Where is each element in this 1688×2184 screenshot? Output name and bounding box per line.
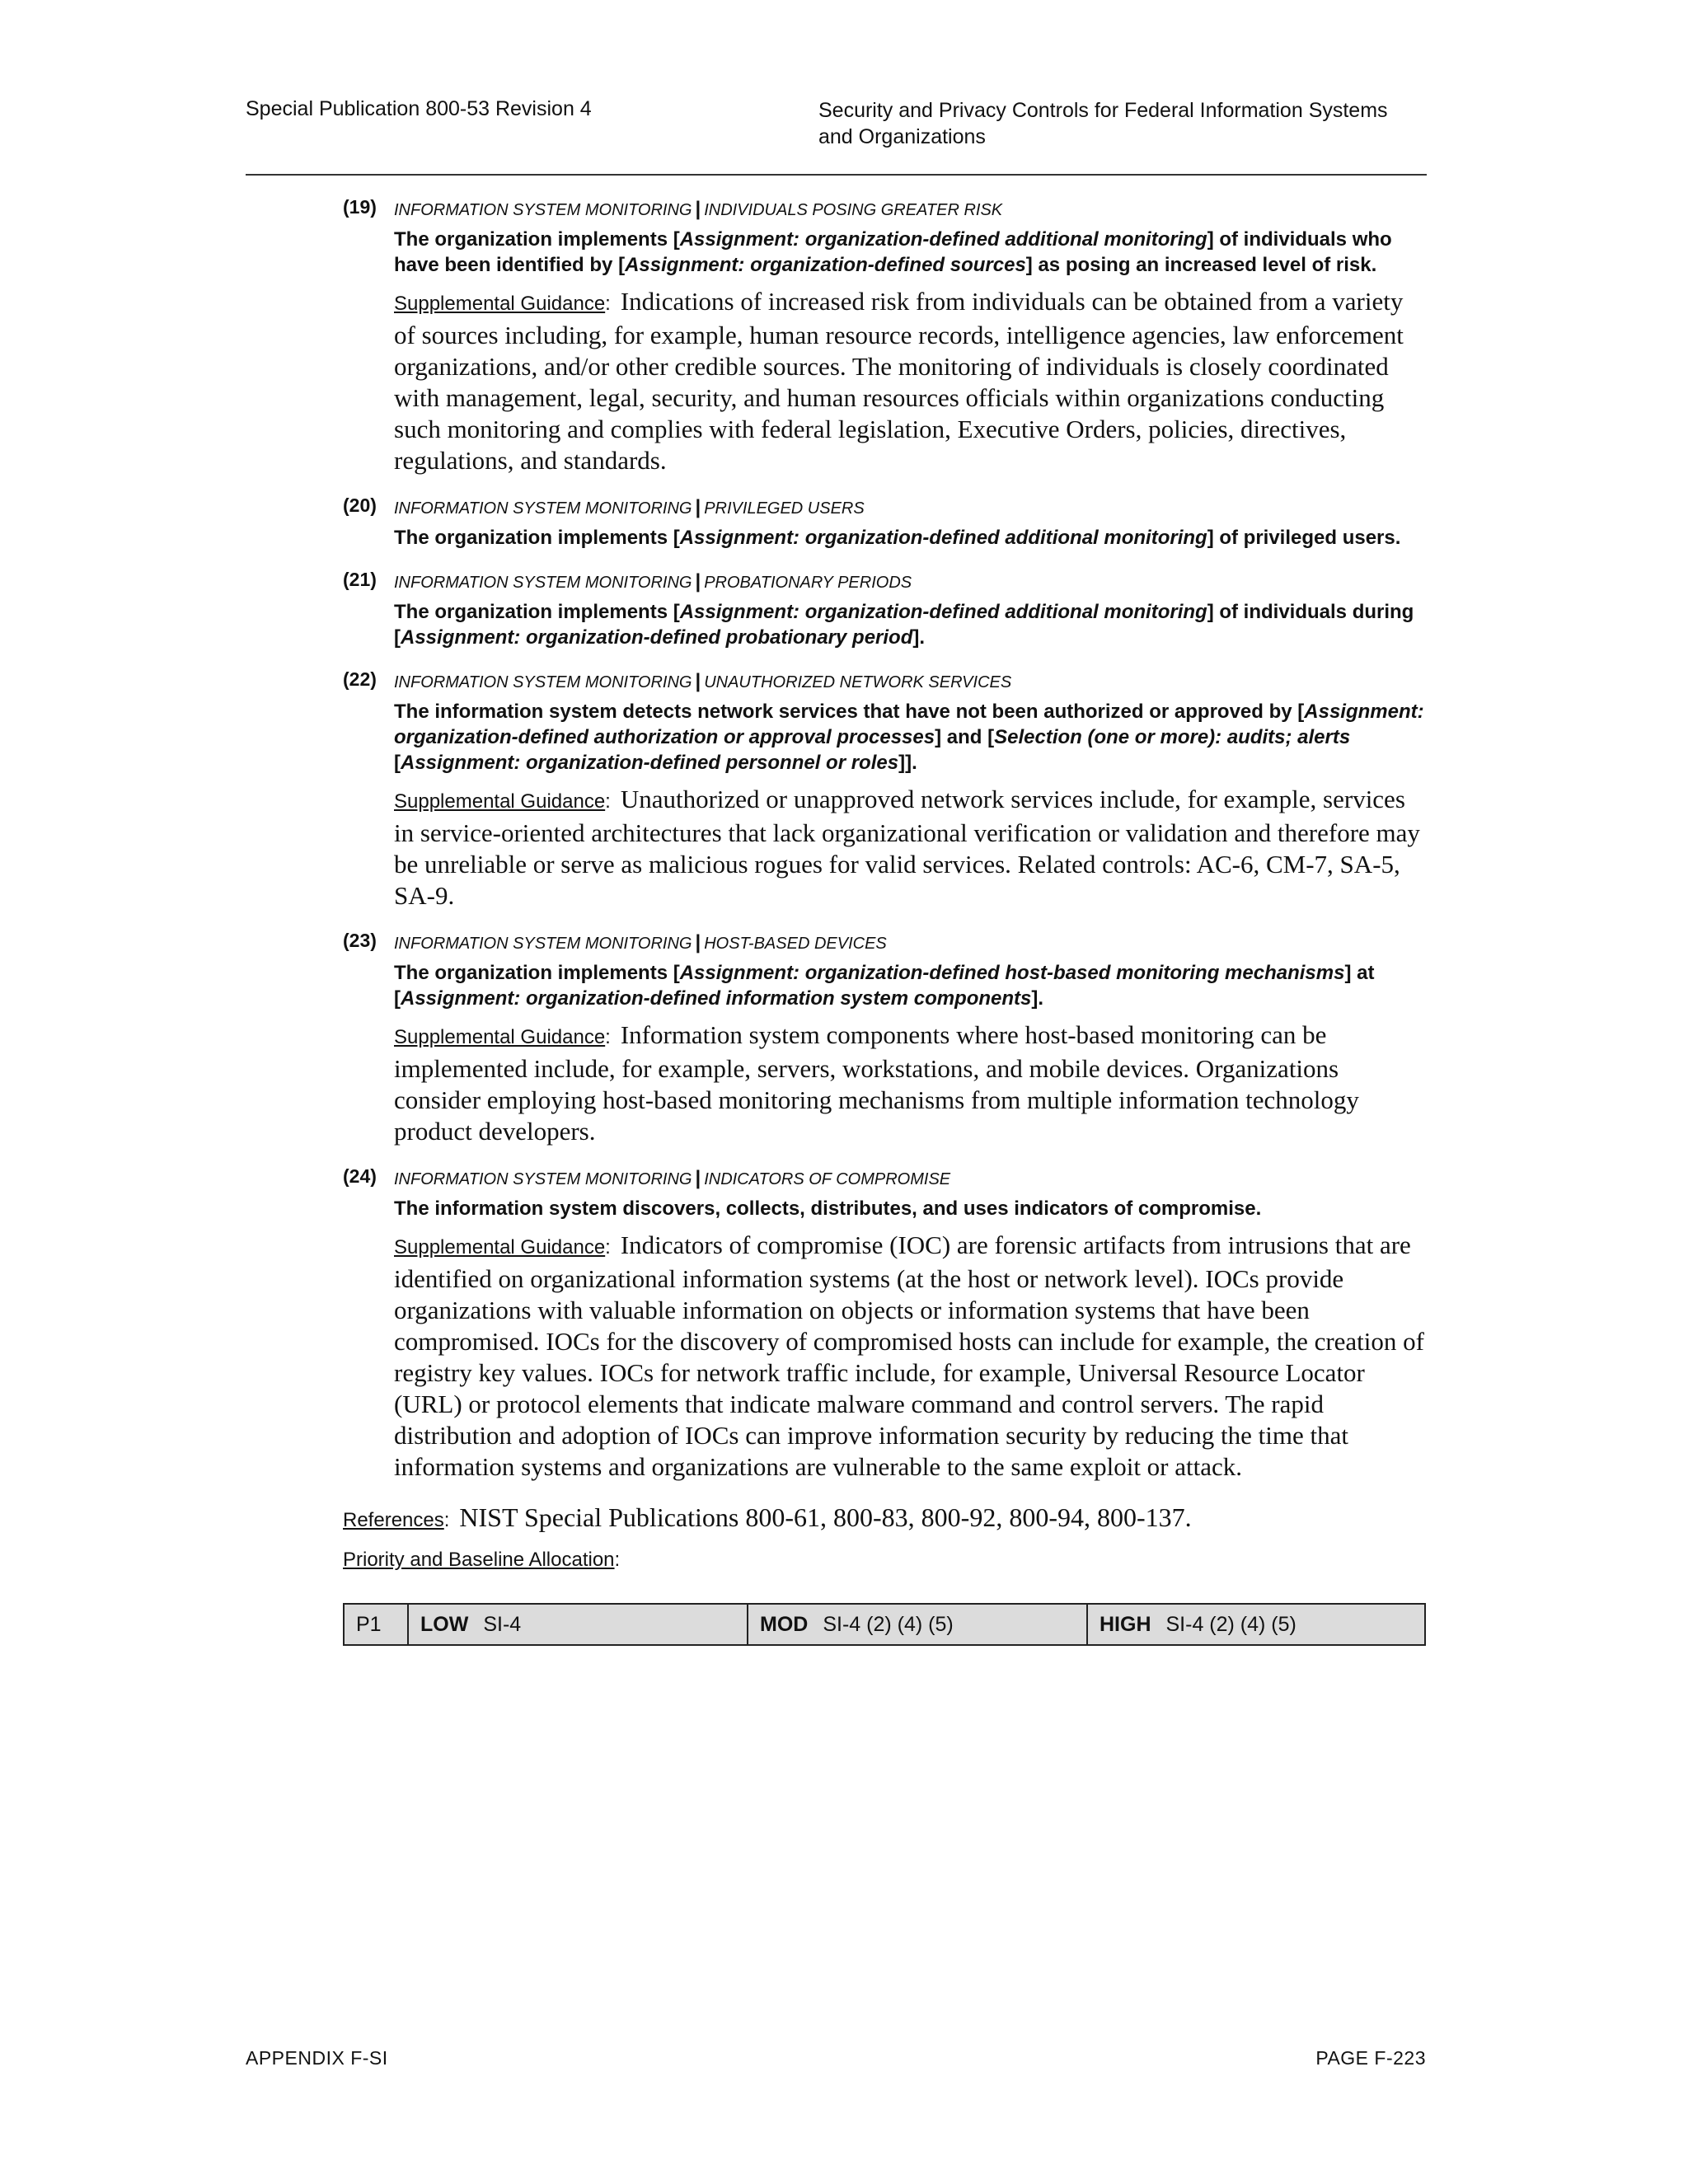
supplemental-guidance: Supplemental Guidance: Unauthorized or unapproved network services include, for example, services in service-oriented architectures that lack organizational verification or validation and therefore may be unreliable or serve as malicious rogues for valid services. Related controls: AC-6, CM-7, SA-5, SA-9.	[394, 785, 1420, 910]
statement-text: ] of privileged users.	[1207, 527, 1401, 549]
statement-text: ].	[1031, 987, 1044, 1010]
supplemental-guidance-text: Indicators of compromise (IOC) are forensic artifacts from intrusions that are identified on organizational information systems (at the host or network level). IOCs provide organizations with valuable information on objects or information systems that have been compromised. IOCs for the discovery of compromised hosts can include for example, the creation of registry key values. IOCs for network traffic include, for example, Universal Resource Locator (URL) or protocol elements that indicate malware command and control servers. The rapid distribution and adoption of IOCs can improve information security by reducing the time that information systems and organizations are vulnerable to the same exploit or attack.	[394, 1230, 1424, 1481]
enhancement-number: (24)	[343, 1165, 377, 1187]
mod-value: SI-4 (2) (4) (5)	[823, 1612, 954, 1636]
high-baseline-cell	[1086, 1605, 1424, 1644]
control-enhancement	[343, 569, 1426, 650]
enhancement-title-control: INFORMATION SYSTEM MONITORING	[394, 673, 692, 691]
assignment-parameter: Assignment: organization-defined additional monitoring	[679, 601, 1207, 623]
mod-label: MOD	[760, 1612, 809, 1636]
enhancement-title-name: INDIVIDUALS POSING GREATER RISK	[704, 201, 1003, 219]
low-label: LOW	[420, 1612, 469, 1636]
baseline-allocation-table	[343, 1603, 1426, 1646]
control-enhancement	[343, 1165, 1426, 1483]
statement-text: ] as posing an increased level of risk.	[1025, 254, 1377, 276]
enhancement-title-name: INDICATORS OF COMPROMISE	[704, 1170, 951, 1188]
references-text: NIST Special Publications 800-61, 800-83, 800-92, 800-94, 800-137.	[459, 1502, 1192, 1532]
enhancement-title	[394, 196, 1426, 223]
statement-text: The organization implements [	[394, 527, 680, 549]
references: References: NIST Special Publications 800-61, 800-83, 800-92, 800-94, 800-137.	[343, 1502, 1192, 1532]
low-baseline-cell	[407, 1605, 747, 1644]
control-enhancement	[343, 196, 1426, 476]
statement-text: ]].	[898, 752, 917, 774]
references-label: References	[343, 1509, 444, 1531]
enhancement-number: (20)	[343, 494, 377, 516]
supplemental-guidance-label: Supplemental Guidance	[394, 1026, 606, 1048]
high-label: HIGH	[1100, 1612, 1151, 1636]
statement-text: ] of individuals during [	[394, 601, 1414, 649]
enhancement-statement	[394, 599, 1426, 650]
supplemental-guidance-text: Unauthorized or unapproved network services include, for example, services in service-oriented architectures that lack organizational verification or validation and therefore may be unreliable or serve as malicious rogues for valid services. Related controls: AC-6, CM-7, SA-5, SA-9.	[394, 785, 1420, 910]
supplemental-guidance-label: Supplemental Guidance	[394, 790, 606, 813]
enhancement-statement	[394, 227, 1426, 278]
enhancement-title	[394, 1165, 1426, 1193]
enhancement-title-control: INFORMATION SYSTEM MONITORING	[394, 574, 692, 592]
supplemental-guidance-label: Supplemental Guidance	[394, 293, 606, 315]
supplemental-guidance-text: Information system components where host-based monitoring can be implemented include, for example, servers, workstations, and mobile devices. Organizations consider employing host-based monitoring mechanisms from multiple information technology product developers.	[394, 1020, 1359, 1146]
enhancement-statement	[394, 699, 1426, 776]
enhancement-title	[394, 494, 1426, 522]
enhancement-statement	[394, 525, 1426, 551]
assignment-parameter: Assignment: organization-defined additional monitoring	[679, 228, 1207, 251]
assignment-parameter: Assignment: organization-defined information system components	[401, 987, 1032, 1010]
statement-text: ] at [	[394, 962, 1375, 1010]
enhancement-statement	[394, 1196, 1426, 1221]
statement-text: ] and [	[935, 726, 995, 748]
enhancement-title-name: PROBATIONARY PERIODS	[704, 574, 912, 592]
page-content	[343, 196, 1426, 1646]
title-separator: |	[695, 670, 701, 692]
control-enhancement	[343, 930, 1426, 1147]
enhancement-title-name: HOST-BASED DEVICES	[704, 935, 887, 953]
supplemental-guidance: Supplemental Guidance: Indications of increased risk from individuals can be obtained from a variety of sources including, for example, human resource records, intelligence agencies, law enforcement organizations, and/or other credible sources. The monitoring of individuals is closely coordinated with management, legal, security, and human resources officials within organizations conducting such monitoring and complies with federal legislation, Executive Orders, policies, directives, regulations, and standards.	[394, 287, 1404, 475]
control-enhancement	[343, 668, 1426, 912]
header-divider	[246, 174, 1427, 176]
assignment-parameter: Assignment: organization-defined additional monitoring	[679, 527, 1207, 549]
enhancement-title-name: PRIVILEGED USERS	[704, 499, 865, 518]
enhancement-number: (22)	[343, 668, 377, 690]
statement-text: [	[394, 752, 401, 774]
enhancement-number: (21)	[343, 569, 377, 590]
title-separator: |	[695, 1167, 701, 1189]
supplemental-guidance-label: Supplemental Guidance	[394, 1236, 606, 1258]
statement-text: The information system discovers, collects, distributes, and uses indicators of compromise.	[394, 1197, 1262, 1220]
statement-text: The information system detects network services that have not been authorized or approved by [	[394, 701, 1305, 723]
assignment-parameter: Assignment: organization-defined probationary period	[401, 626, 913, 649]
supplemental-guidance: Supplemental Guidance: Indicators of compromise (IOC) are forensic artifacts from intrusions that are identified on organizational information systems (at the host or network level). IOCs provide organizations with valuable information on objects or information systems that have been compromised. IOCs for the discovery of compromised hosts can include for example, the creation of registry key values. IOCs for network traffic include, for example, Universal Resource Locator (URL) or protocol elements that indicate malware command and control servers. The rapid distribution and adoption of IOCs can improve information security by reducing the time that information systems and organizations are vulnerable to the same exploit or attack.	[394, 1230, 1424, 1481]
statement-text: ] of individuals who have been identified by [	[394, 228, 1392, 276]
enhancement-title	[394, 569, 1426, 596]
low-value: SI-4	[483, 1612, 522, 1636]
title-separator: |	[695, 931, 701, 954]
assignment-parameter: Assignment: organization-defined host-based monitoring mechanisms	[679, 962, 1345, 984]
control-enhancements-list	[343, 196, 1426, 1483]
supplemental-guidance: Supplemental Guidance: Information system components where host-based monitoring can be implemented include, for example, servers, workstations, and mobile devices. Organizations consider employing host-based monitoring mechanisms from multiple information technology product developers.	[394, 1020, 1359, 1146]
priority-label: Priority and Baseline Allocation	[343, 1549, 615, 1571]
title-separator: |	[695, 570, 701, 593]
moderate-baseline-cell	[747, 1605, 1086, 1644]
statement-text: The organization implements [	[394, 228, 680, 251]
high-value: SI-4 (2) (4) (5)	[1165, 1612, 1296, 1636]
enhancement-title-control: INFORMATION SYSTEM MONITORING	[394, 201, 692, 219]
enhancement-title	[394, 930, 1426, 957]
enhancement-title	[394, 668, 1426, 696]
assignment-parameter: Assignment: organization-defined sources	[625, 254, 1026, 276]
statement-text: ].	[912, 626, 926, 649]
header-title-line2: and Organizations	[818, 125, 986, 148]
title-separator: |	[695, 496, 701, 518]
statement-text: The organization implements [	[394, 601, 680, 623]
enhancement-number: (19)	[343, 196, 377, 218]
assignment-parameter: Assignment: organization-defined authorization or approval processes	[394, 701, 1424, 748]
priority-cell: P1	[356, 1612, 382, 1636]
enhancement-number: (23)	[343, 930, 377, 951]
enhancement-title-name: UNAUTHORIZED NETWORK SERVICES	[704, 673, 1012, 691]
enhancement-title-control: INFORMATION SYSTEM MONITORING	[394, 499, 692, 518]
header-title-line1: Security and Privacy Controls for Federal Information Systems	[818, 99, 1388, 122]
footer-page-number: PAGE F-223	[1315, 2047, 1426, 2069]
enhancement-statement	[394, 960, 1426, 1011]
enhancement-title-control: INFORMATION SYSTEM MONITORING	[394, 935, 692, 953]
statement-text: The organization implements [	[394, 962, 680, 984]
header-title	[818, 97, 1445, 150]
footer-appendix: APPENDIX F-SI	[246, 2047, 388, 2069]
priority-heading: Priority and Baseline Allocation:	[343, 1549, 621, 1571]
title-separator: |	[695, 198, 701, 220]
supplemental-guidance-text: Indications of increased risk from individuals can be obtained from a variety of sources including, for example, human resource records, intelligence agencies, law enforcement organizations, and/or other credible sources. The monitoring of individuals is closely coordinated with management, legal, security, and human resources officials within organizations conducting such monitoring and complies with federal legislation, Executive Orders, policies, directives, regulations, and standards.	[394, 287, 1404, 475]
control-enhancement	[343, 494, 1426, 551]
header-publication: Special Publication 800-53 Revision 4	[246, 97, 592, 120]
assignment-parameter: Assignment: organization-defined personnel or roles	[401, 752, 899, 774]
assignment-parameter: Selection (one or more): audits; alerts	[994, 726, 1351, 748]
enhancement-title-control: INFORMATION SYSTEM MONITORING	[394, 1170, 692, 1188]
